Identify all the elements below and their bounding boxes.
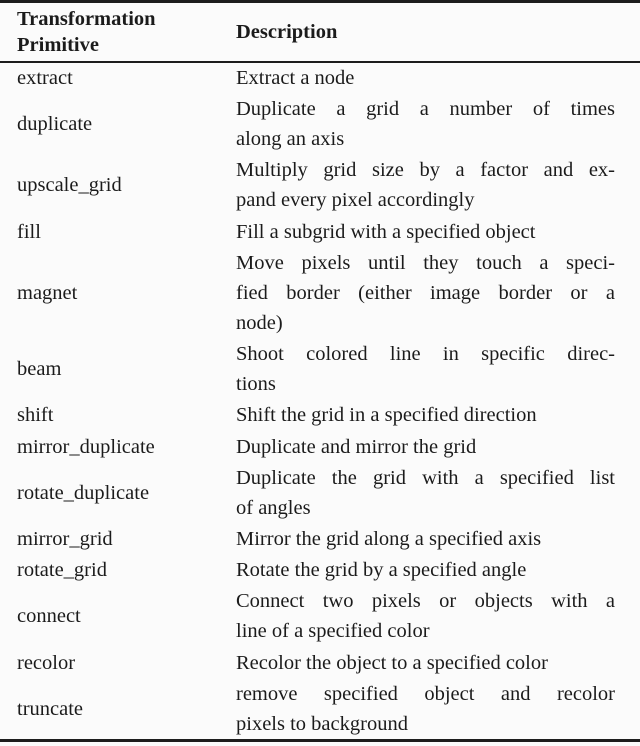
- description-line: pixels to background: [236, 712, 408, 735]
- table-row: [0, 463, 640, 523]
- table-bottom-rule: [0, 739, 640, 742]
- description-line: Fill a subgrid with a specified object: [236, 220, 536, 243]
- primitive-name: truncate: [17, 697, 84, 720]
- table-row: [0, 648, 640, 678]
- table-body: [0, 63, 640, 739]
- header-transformation-line: Transformation: [17, 8, 156, 30]
- primitive-name: rotate_duplicate: [17, 481, 150, 504]
- description-line: remove specified object and recolor: [236, 682, 615, 705]
- description-line: Move pixels until they touch a speci-: [236, 251, 615, 274]
- description-line: Extract a node: [236, 67, 355, 89]
- primitive-description: [236, 463, 615, 523]
- description-line: pand every pixel accordingly: [236, 189, 475, 212]
- table-row: [0, 339, 640, 399]
- description-line: of angles: [236, 496, 311, 519]
- primitive-name: connect: [17, 605, 81, 628]
- primitive-description: [236, 555, 615, 585]
- description-line: Multiply grid size by a factor and ex-: [236, 159, 615, 182]
- primitive-name: mirror_duplicate: [17, 435, 155, 458]
- primitive-description: [236, 400, 615, 430]
- header-transformation-primitive: [0, 6, 236, 58]
- table-row: [0, 679, 640, 739]
- table-row: [0, 400, 640, 430]
- primitive-name: upscale_grid: [17, 174, 122, 197]
- description-line: Duplicate a grid a number of times: [236, 98, 615, 121]
- description-line: Rotate the grid by a specified angle: [236, 559, 527, 582]
- primitive-name: shift: [17, 404, 54, 427]
- description-line: node): [236, 311, 283, 334]
- description-line: fied border (either image border or a: [236, 281, 615, 304]
- table-header-row: [0, 3, 640, 61]
- primitive-description: [236, 248, 615, 338]
- description-line: Duplicate the grid with a specified list: [236, 466, 615, 489]
- primitive-name: extract: [17, 67, 73, 89]
- table-row: [0, 555, 640, 585]
- description-line: Connect two pixels or objects with a: [236, 590, 615, 613]
- description-line: tions: [236, 373, 276, 396]
- primitive-name: magnet: [17, 281, 78, 304]
- header-primitive-line: Primitive: [17, 34, 99, 56]
- table-row: [0, 94, 640, 154]
- table-row: [0, 586, 640, 646]
- primitive-description: [236, 94, 615, 154]
- primitive-name: mirror_grid: [17, 527, 113, 550]
- primitive-description: [236, 155, 615, 215]
- primitive-name: fill: [17, 220, 41, 243]
- table-row: [0, 524, 640, 554]
- description-line: Duplicate and mirror the grid: [236, 435, 477, 458]
- table-row: [0, 217, 640, 247]
- primitive-description: [236, 63, 615, 93]
- primitive-name: rotate_grid: [17, 559, 107, 582]
- primitive-description: [236, 432, 615, 462]
- description-line: along an axis: [236, 128, 345, 151]
- primitive-description: [236, 217, 615, 247]
- primitive-description: [236, 339, 615, 399]
- table-row: [0, 63, 640, 93]
- description-line: Shift the grid in a specified direction: [236, 404, 537, 427]
- primitive-name: recolor: [17, 651, 76, 674]
- description-line: Mirror the grid along a specified axis: [236, 527, 542, 550]
- primitive-name: beam: [17, 358, 62, 381]
- table-row: [0, 248, 640, 338]
- description-line: Recolor the object to a specified color: [236, 651, 548, 674]
- description-line: Shoot colored line in specific direc-: [236, 343, 615, 366]
- header-description: Description: [236, 21, 338, 43]
- table-row: [0, 432, 640, 462]
- description-line: line of a specified color: [236, 620, 430, 643]
- primitive-description: [236, 586, 615, 646]
- primitive-description: [236, 524, 615, 554]
- primitive-description: [236, 648, 615, 678]
- primitive-name: duplicate: [17, 113, 93, 136]
- primitive-description: [236, 679, 615, 739]
- table-row: [0, 155, 640, 215]
